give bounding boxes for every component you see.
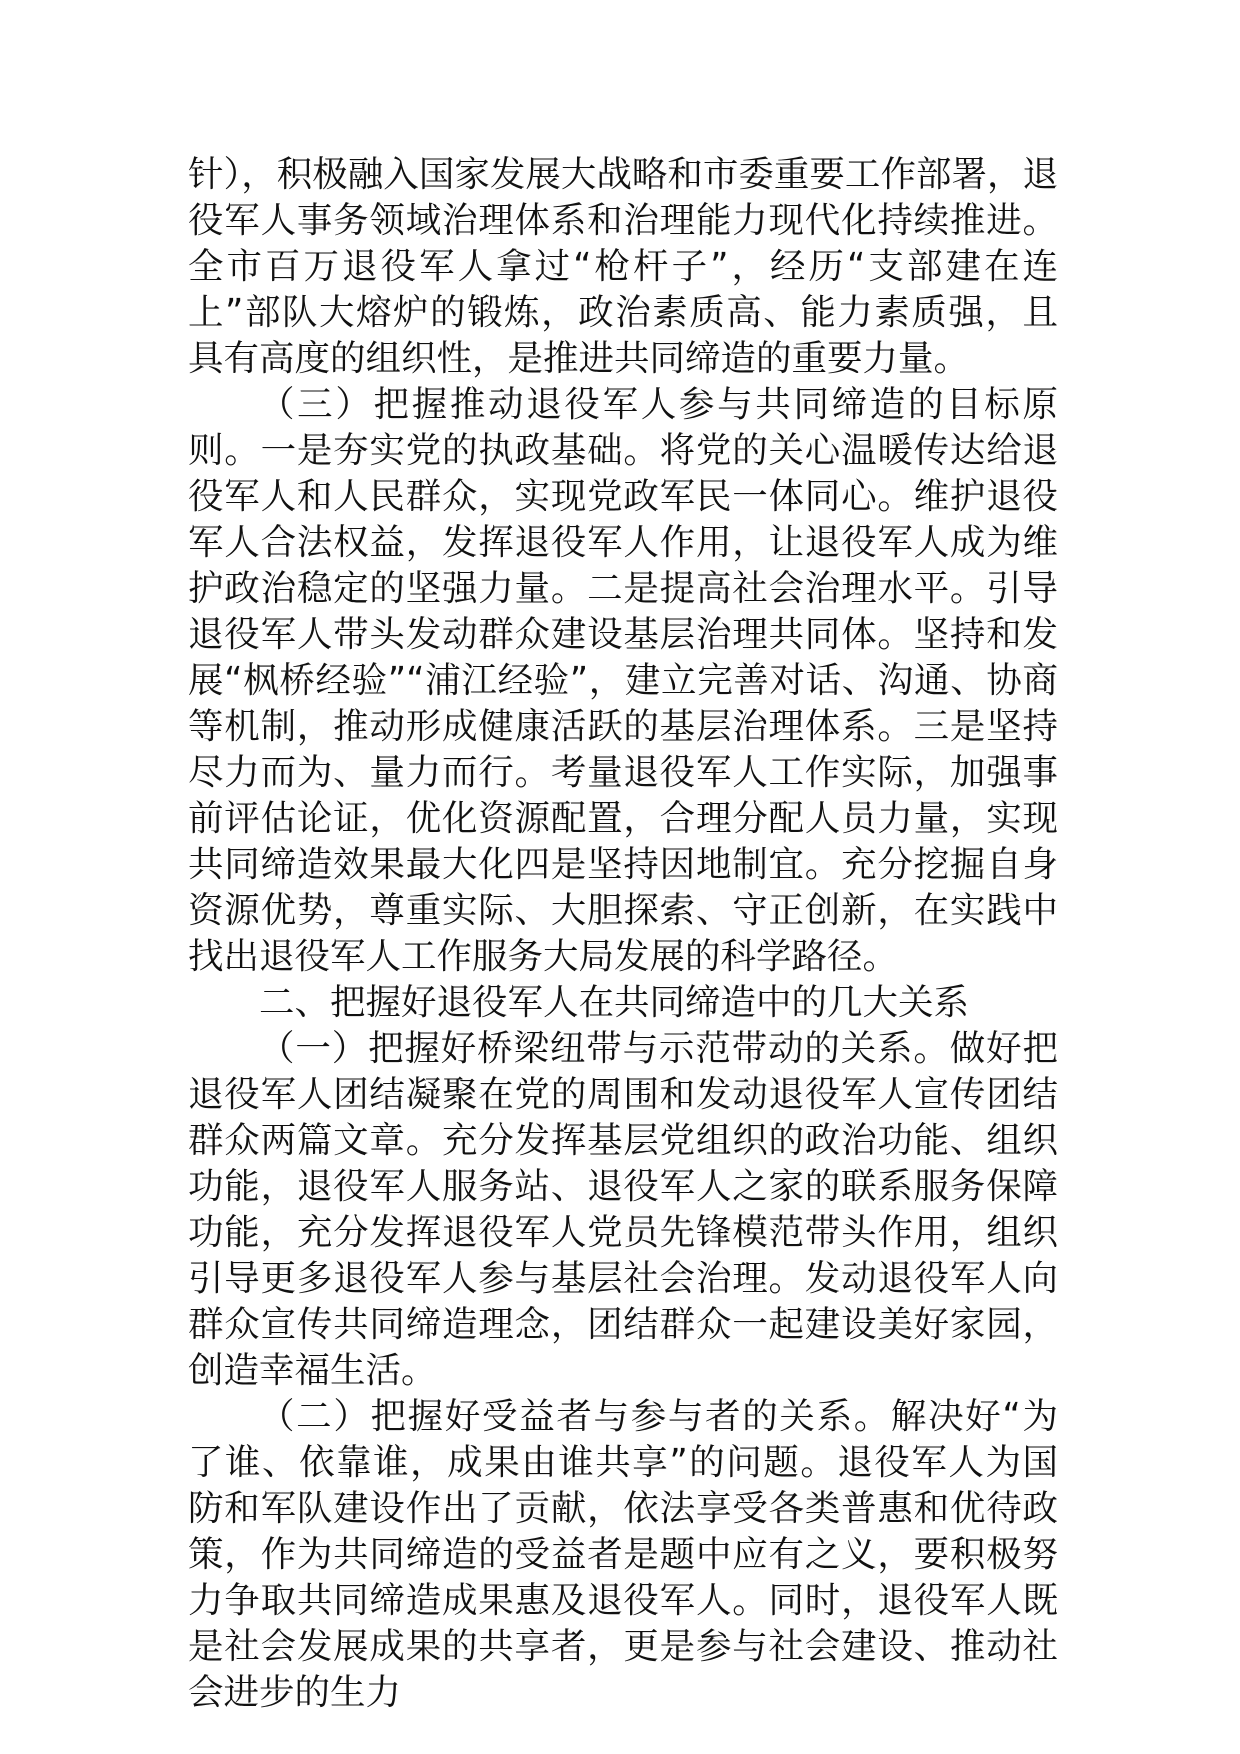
document-page bbox=[188, 152, 1058, 1716]
section-heading-2: 二、把握好退役军人在共同缔造中的几大关系 bbox=[259, 982, 970, 1023]
paragraph-bridge-relationship: （一）把握好桥梁纽带与示范带动的关系。做好把退役军人团结凝聚在党的周围和发动退役军人宣传团结群众两篇文章。充分发挥基层党组织的政治功能、组织功能，退役军人服务站、退役军人之家的联系服务保障功能，充分发挥退役军人党员先锋模范带头作用，组织引导更多退役军人参与基层社会治理。发动退役军人向群众宣传共同缔造理念，团结群众一起建设美好家园，创造幸福生活。 bbox=[188, 1028, 1058, 1391]
paragraph-beneficiary-relationship: （二）把握好受益者与参与者的关系。解决好“为了谁、依靠谁，成果由谁共享”的问题。退役军人为国防和军队建设作出了贡献，依法享受各类普惠和优待政策，作为共同缔造的受益者是题中应有之义，要积极努力争取共同缔造成果惠及退役军人。同时，退役军人既是社会发展成果的共享者，更是参与社会建设、推动社会进步的生力 bbox=[188, 1396, 1058, 1713]
paragraph-continuation: 针），积极融入国家发展大战略和市委重要工作部署，退役军人事务领域治理体系和治理能力现代化持续推进。全市百万退役军人拿过“枪杆子”，经历“支部建在连上”部队大熔炉的锻炼，政治素质高、能力素质强，且具有高度的组织性，是推进共同缔造的重要力量。 bbox=[188, 154, 1058, 379]
paragraph-goal-principles: （三）把握推动退役军人参与共同缔造的目标原则。一是夯实党的执政基础。将党的关心温暖传达给退役军人和人民群众，实现党政军民一体同心。维护退役军人合法权益，发挥退役军人作用，让退役军人成为维护政治稳定的坚强力量。二是提高社会治理水平。引导退役军人带头发动群众建设基层治理共同体。坚持和发展“枫桥经验”“浦江经验”，建立完善对话、沟通、协商等机制，推动形成健康活跃的基层治理体系。三是坚持尽力而为、量力而行。考量退役军人工作实际，加强事前评估论证，优化资源配置，合理分配人员力量，实现共同缔造效果最大化四是坚持因地制宜。充分挖掘自身资源优势，尊重实际、大胆探索、守正创新，在实践中找出退役军人工作服务大局发展的科学路径。 bbox=[188, 384, 1058, 977]
